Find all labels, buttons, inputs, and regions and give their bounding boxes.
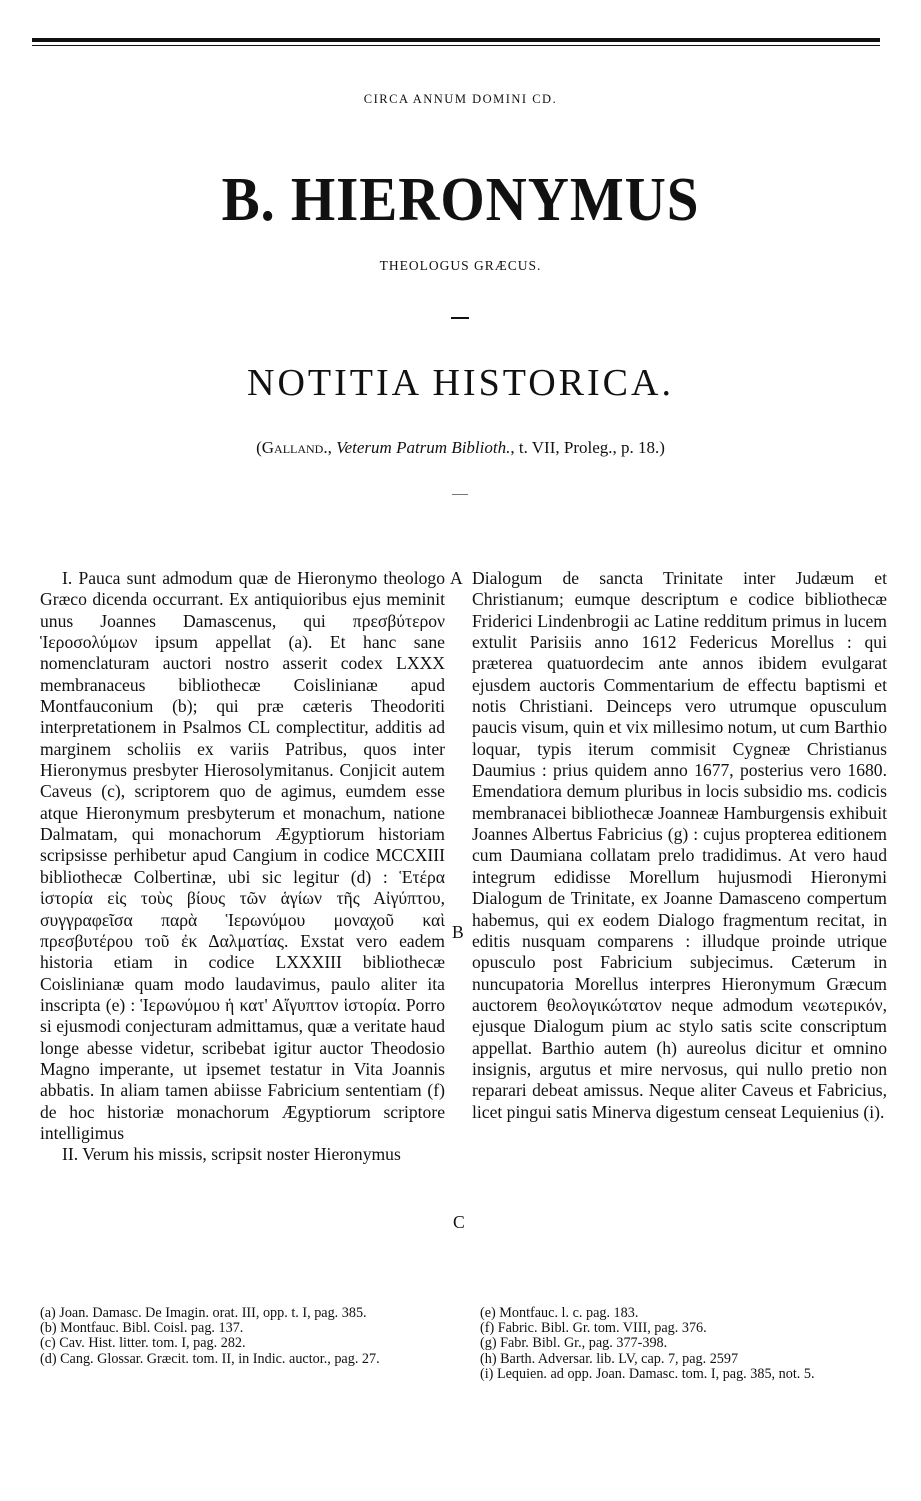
footnote-i: (i) Lequien. ad opp. Joan. Damasc. tom. I, pag. 385, not. 5.: [480, 1365, 815, 1382]
separator-dash: [451, 317, 469, 319]
right-column: [472, 568, 887, 1123]
source-author: Galland.: [261, 438, 328, 457]
footnote-d: (d) Cang. Glossar. Græcit. tom. II, in Indic. auctor., pag. 27.: [40, 1350, 380, 1367]
footnote-e: (e) Montfauc. l. c. pag. 183.: [480, 1305, 639, 1321]
source-open: (: [256, 438, 262, 457]
margin-marker-b: B: [452, 922, 464, 942]
footnote-c: (c) Cav. Hist. litter. tom. I, pag. 282.: [40, 1335, 246, 1352]
footnote-h: (h) Barth. Adversar. lib. LV, cap. 7, pag. 2597: [480, 1350, 739, 1367]
left-column: [40, 568, 445, 1166]
paragraph-1: I. Pauca sunt admodum quæ de Hieronymo theologo Græco dicenda occurrant. Ex antiquioribus ejus meminit unus Joannes Damascenus, qui πρεσβύτερον Ἱεροσολύμων ipsum appellat (a). Et hanc sane nomenclaturam auctori nostro asserit codex LXXX membranaceus bibliothecæ Coislinianæ apud Montfauconium (b); qui præ cæteris Theodoriti interpretationem in Psalmos CL complectitur, additis ad marginem scholiis ex variis Patribus, quos inter Hieronymus presbyter Hierosolymitanus. Conjicit autem Caveus (c), scriptorem quo de agimus, eumdem esse atque Hieronymum presbyterum et monachum, natione Dalmatam, qui monachorum Ægyptiorum historiam scripsisse perhibetur apud Cangium in codice MCCXIII bibliothecæ Colbertinæ, ubi sic legitur (d) : Ἑτέρα ἱστορία εἰς τοὺς βίους τῶν ἁγίων τῆς Αἰγύπτου, συγγραφεῖσα παρὰ Ἱερωνύμου μοναχοῦ καὶ πρεσβυτέρου τοῦ ἐκ Δαλματίας. Exstat vero eadem historia etiam in codice LXXXIII bibliothecæ Coislinianæ quam modo laudavimus, paulo aliter ita inscripta (e) : Ἱερωνύμου ἡ κατ' Αἴγυπτον ἱστορία. Porro si ejusmodi conjecturam admittamus, quæ a veritate haud longe abesse videtur, scribebat igitur auctor Theodosio Magno imperante, ut ipsemet testatur in Vita Joannis abbatis. In aliam tamen abiisse Fabricium sententiam (f) de hoc historiæ monachorum Ægyptiorum scriptore intelligimus: [40, 568, 445, 1143]
paragraph-1-continued: Dialogum de sancta Trinitate inter Judæum et Christianum; eumque descriptum e codice bibliothecæ Friderici Lindenbrogii ac Latine redditum primus in lucem extulit Parisiis anno 1612 Federicus Morellus : qui præterea quatuordecim ante annos ibidem evulgarat ejusdem auctoris Commentarium de effectu baptismi et notis Christiani. Deinceps vero utrumque opusculum paucis visum, quin et vix millesimo notum, ut cum Barthio loquar, typis iterum commisit Cygneæ Christianus Daumius : prius quidem anno 1677, posterius vero 1680. Emendatiora demum pluribus in locis subsidio ms. codicis membranacei bibliothecæ Joanneæ Hamburgensis exhibuit Joannes Albertus Fabricius (g) : cujus propterea editionem cum Daumiana collatam prelo tradidimus. At vero haud integrum edidisse Morellum hujusmodi Hieronymi Dialogum de Trinitate, ex Joanne Damasceno compertum habemus, qui ex eodem Dialogo fragmentum recitat, in editis nusquam comparens : illudque proinde utrique opusculo post Fabricium subjecimus. Cæterum in nuncupatoria Morellus interpres Hieronymum Græcum auctorem θεολογικώτατον neque admodum νεωτερικόν, ejusque Dialogum pium ac stylo satis scite conscriptum appellat. Barthio autem (h) aureolus dicitur et omnino insignis, argutus et mire nervosus, qui nullo pretio non reparari debeat amissus. Neque aliter Caveus et Fabricius, licet pingui satis Minerva digestum censeat Lequienius (i).: [472, 568, 887, 1122]
separator-dash-small: [452, 494, 468, 495]
page-subtitle: THEOLOGUS GRÆCUS.: [379, 258, 542, 273]
margin-marker-c: C: [453, 1212, 465, 1232]
footnotes-right: [480, 1306, 895, 1382]
footnote-f: (f) Fabric. Bibl. Gr. tom. VIII, pag. 376.: [480, 1320, 707, 1337]
footnote-a: (a) Joan. Damasc. De Imagin. orat. III, opp. t. I, pag. 385.: [40, 1305, 367, 1321]
running-head: CIRCA ANNUM DOMINI CD.: [363, 92, 558, 106]
section-heading: NOTITIA HISTORICA.: [247, 362, 674, 404]
top-rule: [32, 38, 880, 42]
footnote-g: (g) Fabr. Bibl. Gr., pag. 377-398.: [480, 1335, 668, 1352]
margin-marker-a: A: [450, 568, 463, 588]
paragraph-2: II. Verum his missis, scripsit noster Hieronymus: [62, 1144, 401, 1165]
footnotes-left: [40, 1306, 435, 1367]
page-title: B. HIERONYMUS: [221, 166, 700, 234]
source-rest: , t. VII, Proleg., p. 18.): [510, 438, 665, 457]
source-sep: ,: [327, 438, 337, 457]
footnote-b: (b) Montfauc. Bibl. Coisl. pag. 137.: [40, 1320, 244, 1337]
source-citation: [0, 438, 921, 458]
top-rule-thin: [32, 45, 880, 46]
source-work: Veterum Patrum Biblioth.: [336, 438, 511, 457]
